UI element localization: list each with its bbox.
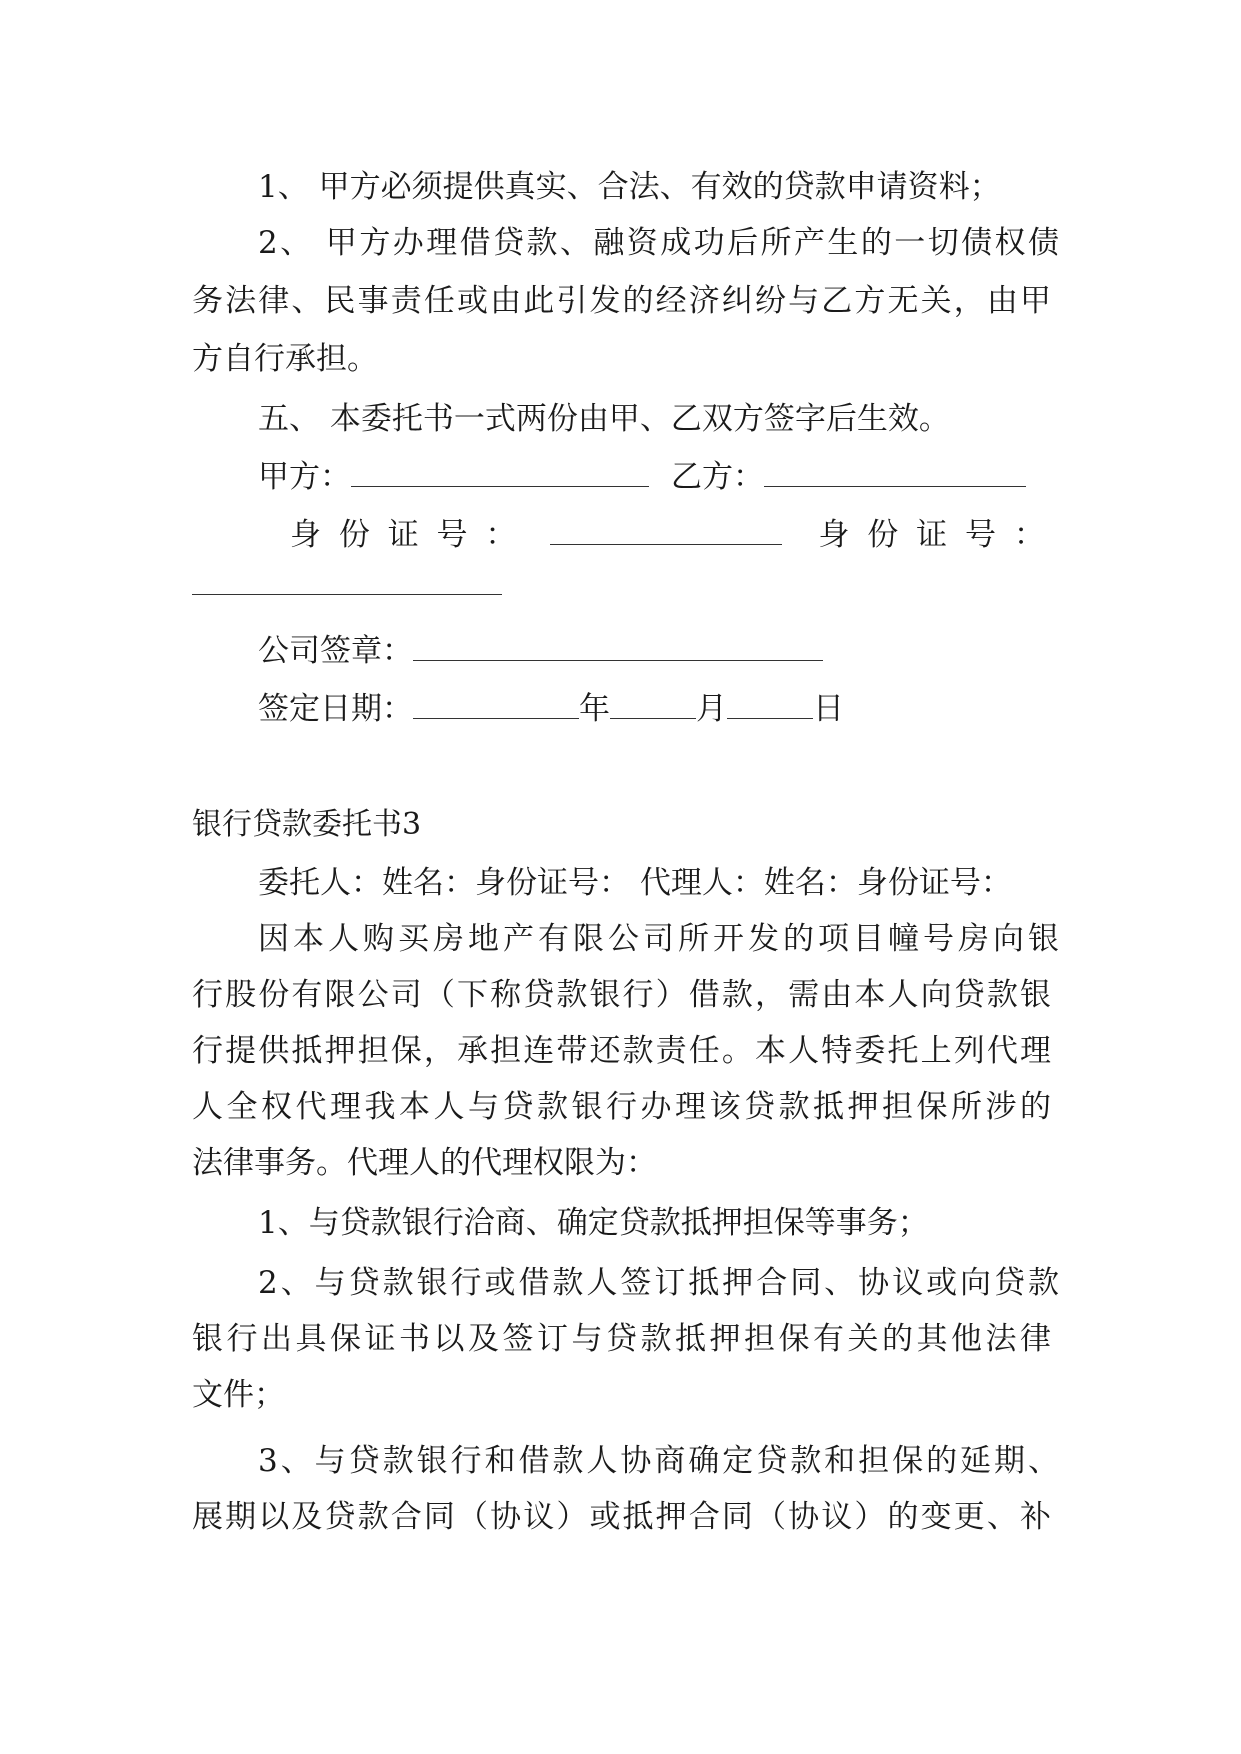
body-line-2: 行股份有限公司（下称贷款银行）借款，需由本人向贷款银 bbox=[192, 977, 1051, 1013]
party-a-signature-line bbox=[351, 456, 649, 487]
id-b-line-row bbox=[192, 560, 502, 610]
body-line-5: 法律事务。代理人的代理权限为： bbox=[192, 1145, 657, 1181]
month-label: 月 bbox=[696, 691, 727, 727]
company-seal-row bbox=[258, 626, 823, 676]
authority-item-2: 2、与贷款银行或借款人签订抵押合同、协议或向贷款 bbox=[258, 1265, 1059, 1301]
body-line-1: 因本人购买房地产有限公司所开发的项目幢号房向银 bbox=[258, 921, 1059, 957]
authority-item-2-cont: 银行出具保证书以及签订与贷款抵押担保有关的其他法律 bbox=[192, 1321, 1051, 1357]
id-label-a: 身 份 证 号 ： bbox=[290, 517, 521, 553]
clause-2: 2、 甲方办理借贷款、融资成功后所产生的一切债权债 bbox=[258, 225, 1059, 261]
clause-1: 1、 甲方必须提供真实、合法、有效的贷款申请资料； bbox=[258, 169, 1001, 205]
party-b-signature-line bbox=[764, 456, 1026, 487]
authority-item-3-cont: 展期以及贷款合同（协议）或抵押合同（协议）的变更、补 bbox=[192, 1499, 1051, 1535]
clause-2-cont: 务法律、民事责任或由此引发的经济纠纷与乙方无关，由甲 bbox=[192, 283, 1051, 319]
id-row bbox=[290, 510, 1059, 560]
id-b-line bbox=[192, 564, 502, 595]
party-b-label: 乙方： bbox=[671, 459, 764, 495]
day-line bbox=[727, 688, 813, 719]
section-title: 银行贷款委托书3 bbox=[192, 807, 422, 842]
company-seal-label: 公司签章： bbox=[258, 633, 413, 669]
company-seal-line bbox=[413, 630, 823, 661]
authority-item-2-end: 文件； bbox=[192, 1377, 285, 1413]
principal-agent-line: 委托人：姓名：身份证号： 代理人：姓名：身份证号： bbox=[258, 865, 1012, 901]
authority-item-3: 3、与贷款银行和借款人协商确定贷款和担保的延期、 bbox=[258, 1443, 1059, 1479]
day-label: 日 bbox=[813, 691, 844, 727]
body-line-3: 行提供抵押担保，承担连带还款责任。本人特委托上列代理 bbox=[192, 1033, 1051, 1069]
date-row bbox=[258, 684, 844, 734]
party-row bbox=[258, 452, 1026, 502]
clause-five: 五、 本委托书一式两份由甲、乙双方签字后生效。 bbox=[258, 401, 950, 437]
month-line bbox=[610, 688, 696, 719]
id-a-line bbox=[550, 514, 782, 545]
body-line-4: 人全权代理我本人与贷款银行办理该贷款抵押担保所涉的 bbox=[192, 1089, 1051, 1125]
clause-2-end: 方自行承担。 bbox=[192, 341, 378, 377]
date-label: 签定日期： bbox=[258, 691, 413, 727]
authority-item-1: 1、与贷款银行洽商、确定贷款抵押担保等事务； bbox=[258, 1205, 929, 1241]
party-a-label: 甲方： bbox=[258, 459, 351, 495]
id-label-b: 身 份 证 号 ： bbox=[818, 517, 1049, 553]
year-line bbox=[413, 688, 579, 719]
year-label: 年 bbox=[579, 691, 610, 727]
